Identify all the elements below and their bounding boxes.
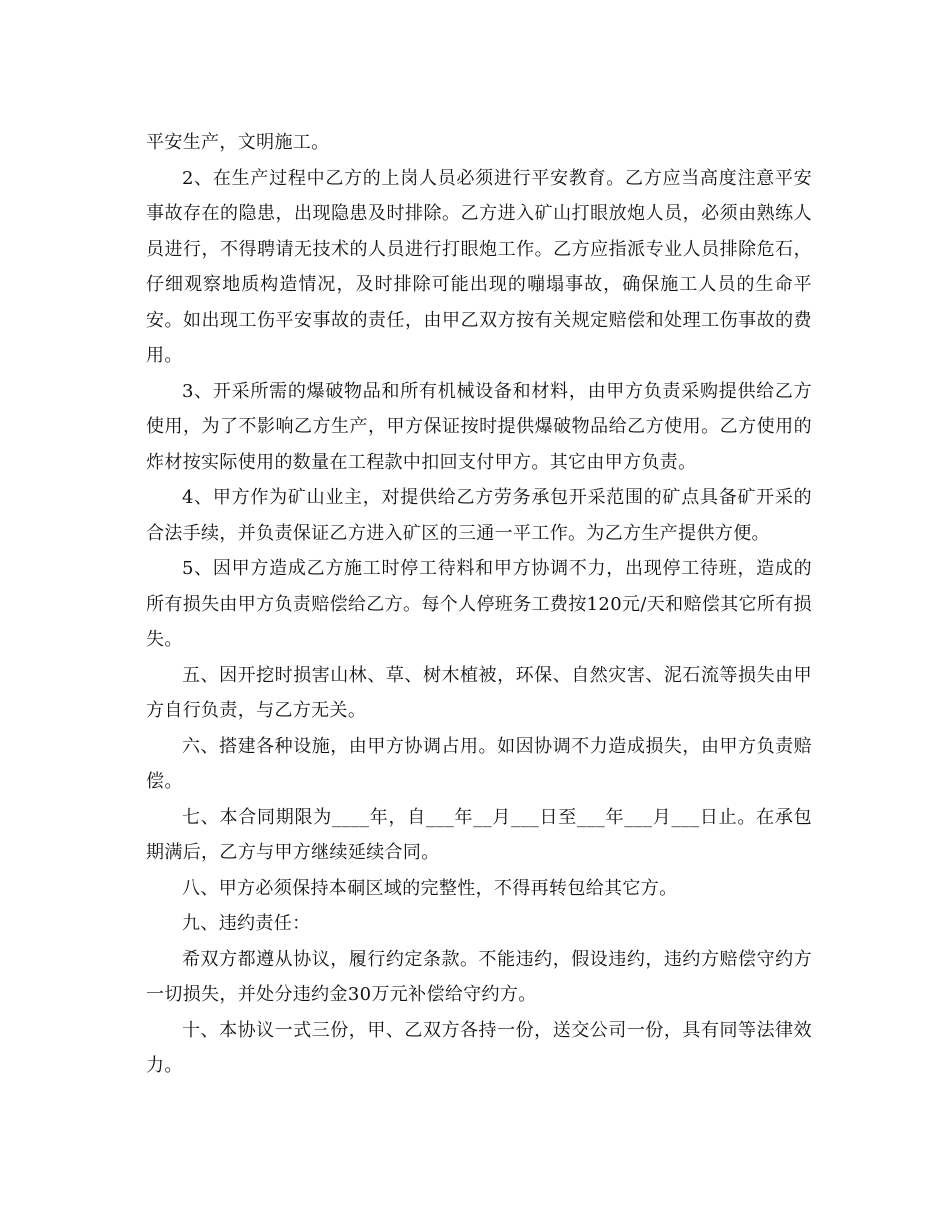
paragraph-clause-3: 3、开采所需的爆破物品和所有机械设备和材料，由甲方负责采购提供给乙方使用，为了不影响乙方生产，甲方保证按时提供爆破物品给乙方使用。乙方使用的炸材按实际使用的数量在工程款中扣回支付甲方。其它由甲方负责。 [146,380,812,473]
paragraph-clause-4: 4、甲方作为矿山业主，对提供给乙方劳务承包开采范围的矿点具备矿开采的合法手续，并负责保证乙方进入矿区的三通一平工作。为乙方生产提供方便。 [146,487,812,544]
document-body [146,125,812,1084]
paragraph-article-6: 六、搭建各种设施，由甲方协调占用。如因协调不力造成损失，由甲方负责赔偿。 [146,735,812,792]
paragraph-clause-2: 2、在生产过程中乙方的上岗人员必须进行平安教育。乙方应当高度注意平安事故存在的隐患，出现隐患及时排除。乙方进入矿山打眼放炮人员，必须由熟练人员进行，不得聘请无技术的人员进行打眼炮工作。乙方应指派专业人员排除危石，仔细观察地质构造情况，及时排除可能出现的嘣塌事故，确保施工人员的生命平安。如出现工伤平安事故的责任，由甲乙双方按有关规定赔偿和处理工伤事故的费用。 [146,167,812,366]
paragraph-article-9-heading: 九、违约责任： [182,913,311,934]
paragraph-breach-terms: 希双方都遵从协议，履行约定条款。不能违约，假设违约，违约方赔偿守约方一切损失，并处分违约金30万元补偿给守约方。 [146,948,812,1005]
paragraph-article-5: 五、因开挖时损害山林、草、树木植被，环保、自然灾害、泥石流等损失由甲方自行负责，与乙方无关。 [146,664,812,721]
paragraph-clause-5: 5、因甲方造成乙方施工时停工待料和甲方协调不力，出现停工待班，造成的所有损失由甲方负责赔偿给乙方。每个人停班务工费按120元/天和赔偿其它所有损失。 [146,558,812,650]
paragraph-article-7: 七、本合同期限为____年，自___年__月___日至___年___月___日止。在承包期满后，乙方与甲方继续延续合同。 [146,806,812,863]
paragraph-article-10: 十、本协议一式三份，甲、乙双方各持一份，送交公司一份，具有同等法律效力。 [146,1019,812,1076]
paragraph-safety-closing: 平安生产，文明施工。 [146,132,330,153]
paragraph-article-8: 八、甲方必须保持本硐区域的完整性，不得再转包给其它方。 [182,877,678,899]
